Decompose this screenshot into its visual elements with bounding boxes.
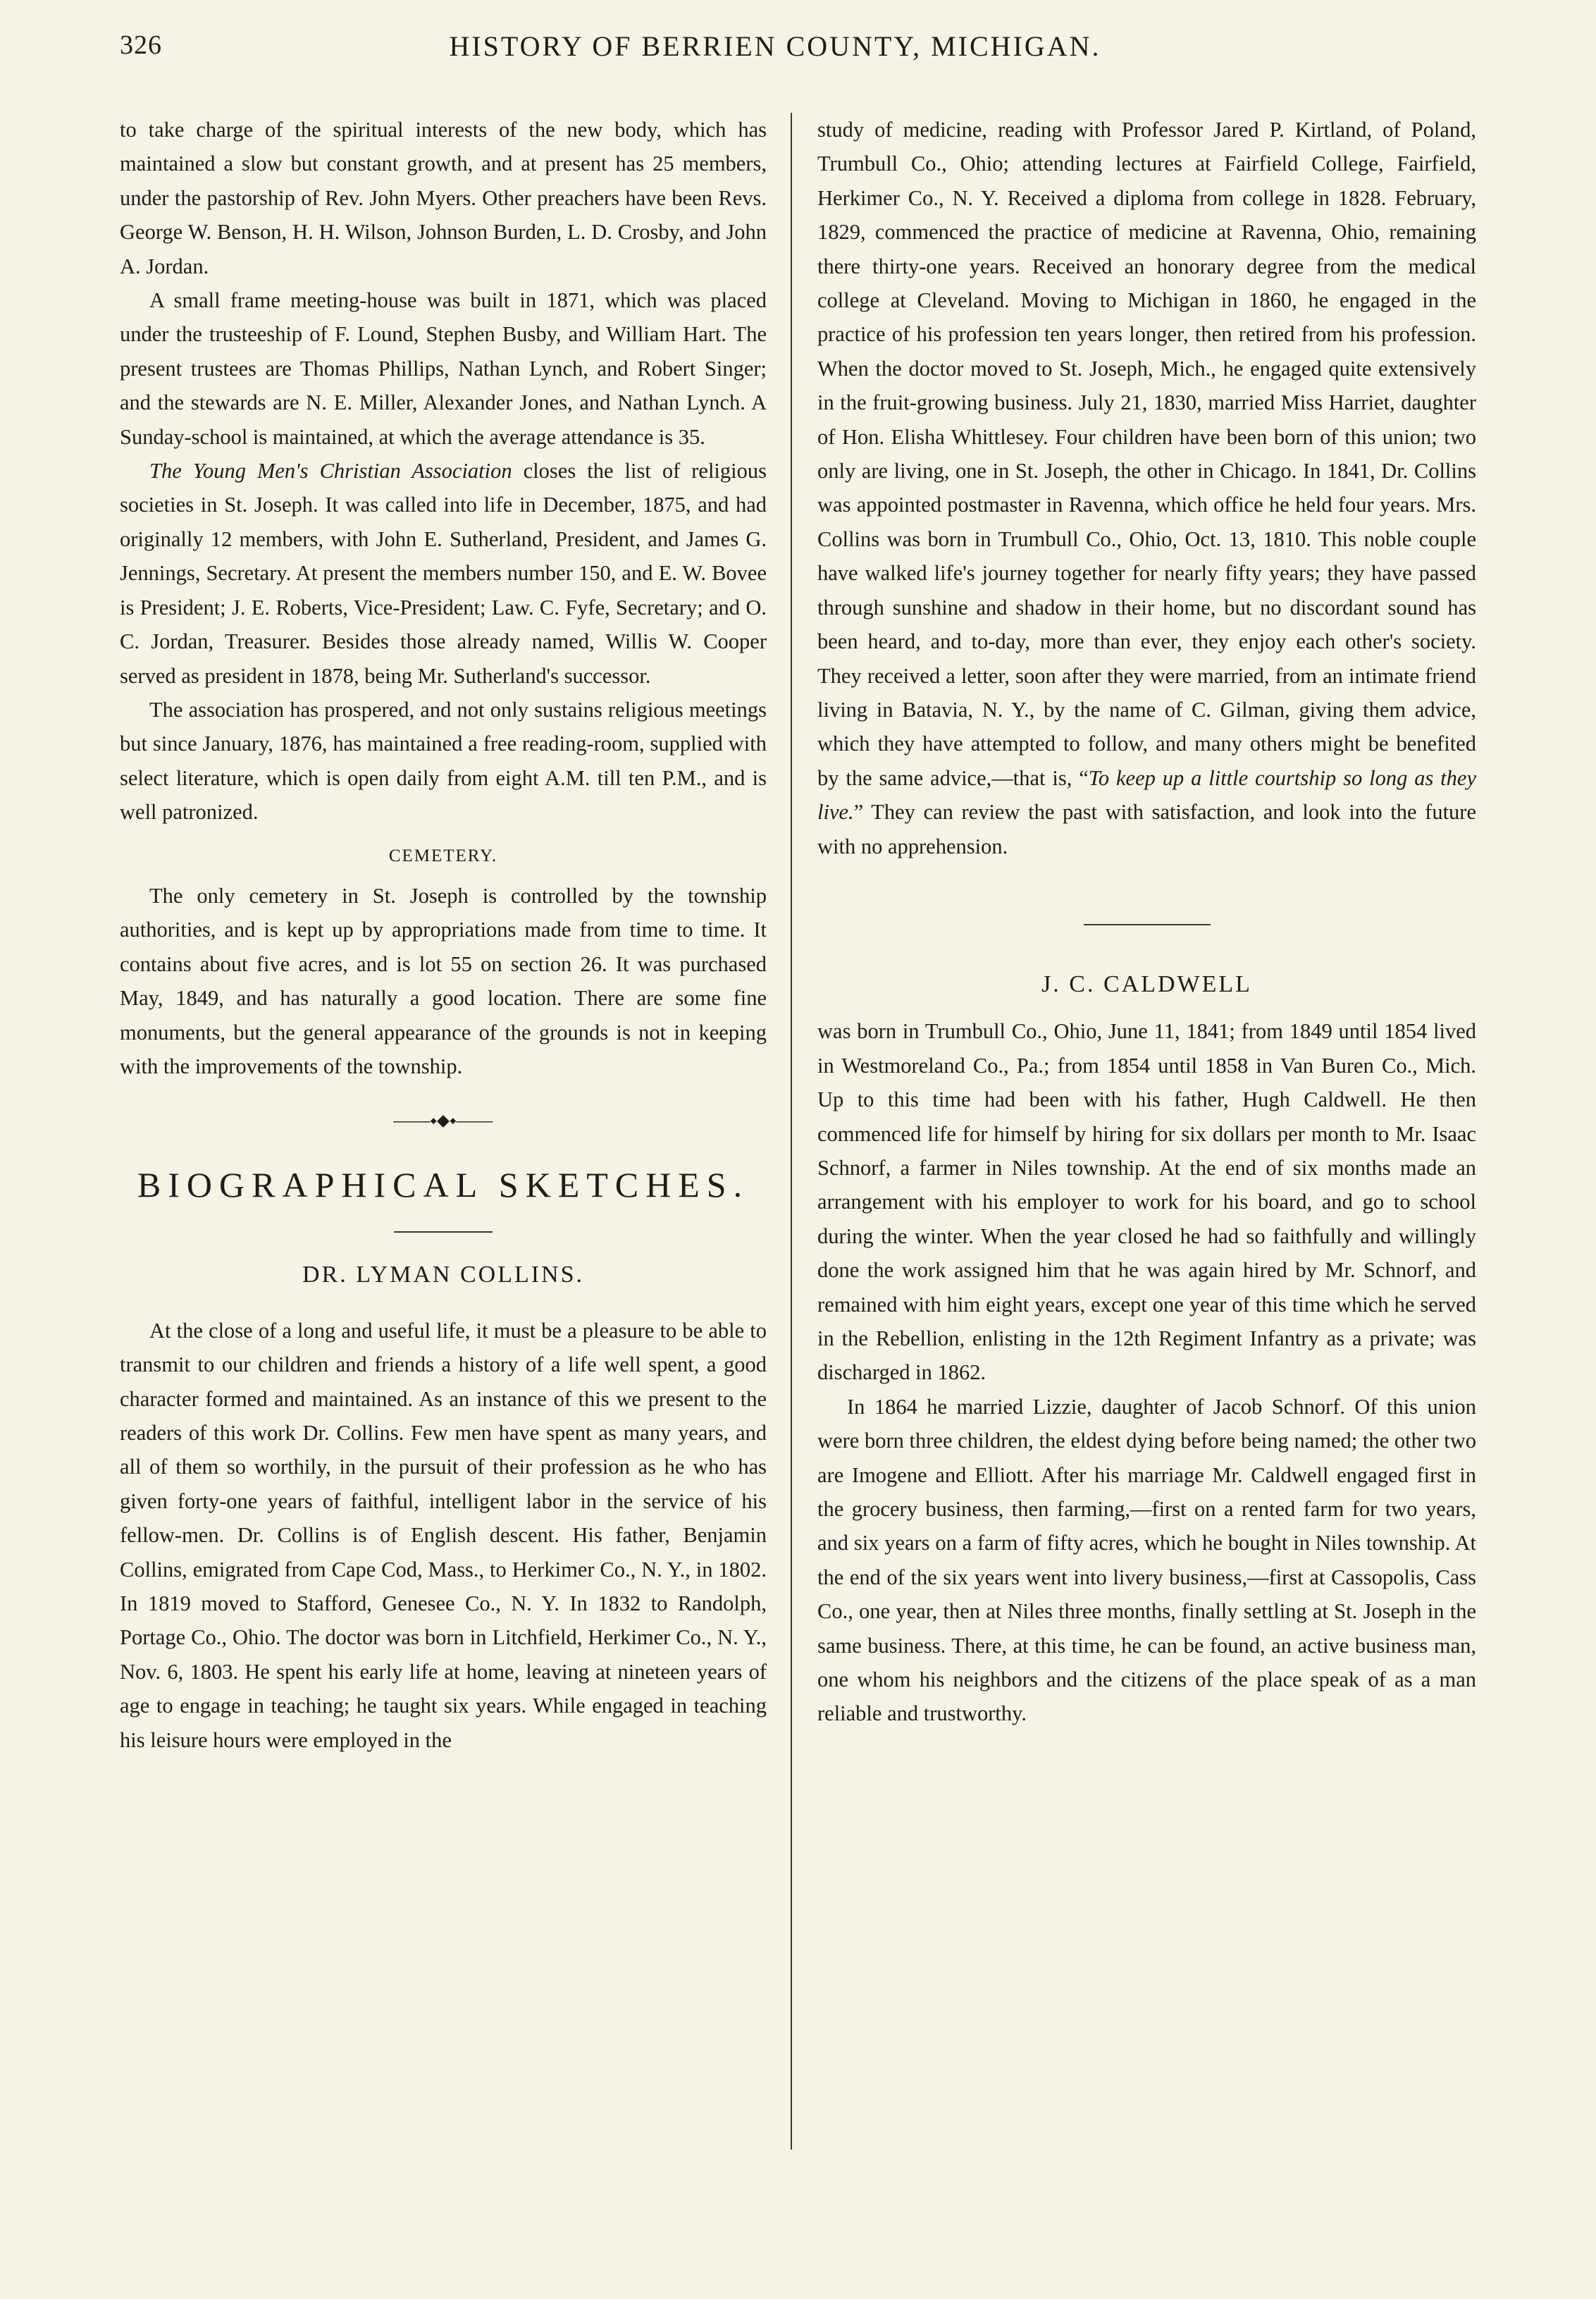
paragraph-text: closes the list of religious societies in St. Joseph. It was called into life in December, 1875, and had originally 12 members, with John E. Sutherland, President, and James G. Jennings, Secretary. At present the members number 150, and E. W. Bovee is President; J. E. Roberts, Vice-President; Law. C. Fyfe, Secretary; and O. C. Jordan, Treasurer. Besides those already named, Willis W. Cooper served as president in 1878, being Mr. Sutherland's successor.	[120, 459, 767, 688]
paragraph: In 1864 he married Lizzie, daughter of Jacob Schnorf. Of this union were born three children, the eldest dying before being named; the other two are Imogene and Elliott. After his marriage Mr. Caldwell engaged first in the grocery business, then farming,—first on a rented farm for two years, and six years on a farm of fifty acres, which he bought in Niles township. At the end of the six years went into livery business,—first at Cassopolis, Cass Co., one year, then at Niles three months, finally settling at St. Joseph in the same business. There, at this time, he can be found, an active business man, one whom his neighbors and the citizens of the place speak of as a man reliable and trustworthy.	[817, 1394, 1476, 1726]
page-number: 326	[120, 30, 162, 60]
paragraph: was born in Trumbull Co., Ohio, June 11, 1841; from 1849 until 1854 lived in Westmoreland Co., Pa.; from 1854 until 1858 in Van Buren Co., Mich. Up to this time had been with his father, Hugh Caldwell. He then commenced life for himself by hiring for six dollars per month to Mr. Isaac Schnorf, a farmer in Niles township. At the end of six months made an arrangement with his employer to work for his board, and go to school during the winter. When the year closed he had so faithfully and willingly done the work assigned him that he was again hired by Mr. Schnorf, and remained with him eight years, except one year of this time which he served in the Rebellion, enlisting in the 12th Regiment Infantry as a private; was discharged in 1862.	[817, 1019, 1476, 1385]
section-rule	[1084, 924, 1211, 925]
paragraph-text: study of medicine, reading with Professor Jared P. Kirtland, of Poland, Trumbull Co., Ohio; attending lectures at Fairfield College, Fairfield, Herkimer Co., N. Y. Received a diploma from college in 1828. February, 1829, commenced the practice of medicine at Ravenna, Ohio, remaining there thirty-one years. Received an honorary degree from the medical college at Cleveland. Moving to Michigan in 1860, he engaged in the practice of his profession ten years longer, then retired from his profession. When the doctor moved to St. Joseph, Mich., he engaged quite extensively in the fruit-growing business. July 21, 1830, married Miss Harriet, daughter of Hon. Elisha Whittlesey. Four children have been born of this union; two only are living, one in St. Joseph, the other in Chicago. In 1841, Dr. Collins was appointed postmaster in Ravenna, which office he held four years. Mrs. Collins was born in Trumbull Co., Ohio, Oct. 13, 1810. This noble couple have walked life's journey together for nearly fifty years; they have passed through sunshine and shadow in their home, but no discordant sound has been heard, and to-day, more than ever, they enjoy each other's society. They received a letter, soon after they were married, from an intimate friend living in Batavia, N. Y., by the name of C. Gilman, giving them advice, which they have attempted to follow, and many others might be benefited by the same advice,—that is, “	[817, 118, 1476, 790]
paragraph: The only cemetery in St. Joseph is controlled by the township authorities, and is kept up by appropriations made from time to time. It contains about five acres, and is lot 55 on section 26. It was purchased May, 1849, and has naturally a good location. There are some fine monuments, but the general appearance of the grounds is not in keeping with the improvements of the township.	[120, 883, 767, 1078]
running-head: HISTORY OF BERRIEN COUNTY, MICHIGAN.	[449, 30, 1101, 62]
paragraph: to take charge of the spiritual interests of the new body, which has maintained a slow but constant growth, and at present has 25 members, under the pastorship of Rev. John Myers. Other preachers have been Revs. George W. Benson, H. H. Wilson, Johnson Burden, L. D. Crosby, and John A. Jordan.	[120, 118, 767, 278]
paragraph: A small frame meeting-house was built in 1871, which was placed under the trusteeship of F. Lound, Stephen Busby, and William Hart. The present trustees are Thomas Phillips, Nathan Lynch, and Robert Singer; and the stewards are N. E. Miller, Alexander Jones, and Nathan Lynch. A Sunday-school is maintained, at which the average attendance is 35.	[120, 288, 767, 449]
quoted-advice: To keep up a little courtship so long as they live.	[817, 765, 1476, 825]
right-column	[817, 113, 1476, 1731]
ornament-divider: ——⬩⬥⬩——	[393, 1110, 493, 1131]
collins-heading: DR. LYMAN COLLINS.	[302, 1262, 585, 1288]
left-column	[120, 113, 767, 1757]
section-heading-cemetery: CEMETERY.	[388, 846, 498, 865]
paragraph	[817, 113, 1476, 863]
ymca-name: The Young Men's Christian Association	[149, 459, 512, 483]
heading-rule	[394, 1231, 493, 1233]
paragraph-text: ” They can review the past with satisfaction, and look into the future with no apprehension.	[817, 800, 1476, 858]
paragraph: At the close of a long and useful life, it must be a pleasure to be able to transmit to our children and friends a history of a life well spent, a good character formed and maintained. As an instance of this we present to the readers of this work Dr. Collins. Few men have spent as many years, and all of them so worthily, in the pursuit of their profession as he who has given forty-one years of faithful, intelligent labor in the service of his fellow-men. Dr. Collins is of English descent. His father, Benjamin Collins, emigrated from Cape Cod, Mass., to Herkimer Co., N. Y., in 1802. In 1819 moved to Stafford, Genesee Co., N. Y. In 1832 to Randolph, Portage Co., Ohio. The doctor was born in Litchfield, Herkimer Co., N. Y., Nov. 6, 1803. He spent his early life at home, leaving at nineteen years of age to engage in teaching; he taught six years. While engaged in teaching his leisure hours were employed in the	[120, 1318, 767, 1752]
page-header	[120, 30, 1430, 79]
paragraph: The association has prospered, and not only sustains religious meetings but since January, 1876, has maintained a free reading-room, supplied with select literature, which is open daily from eight A.M. till ten P.M., and is well patronized.	[120, 697, 767, 825]
paragraph	[120, 454, 767, 693]
biographical-sketches-heading: BIOGRAPHICAL SKETCHES.	[137, 1165, 750, 1205]
column-divider	[791, 113, 792, 2150]
caldwell-heading: J. C. CALDWELL	[1041, 970, 1252, 997]
